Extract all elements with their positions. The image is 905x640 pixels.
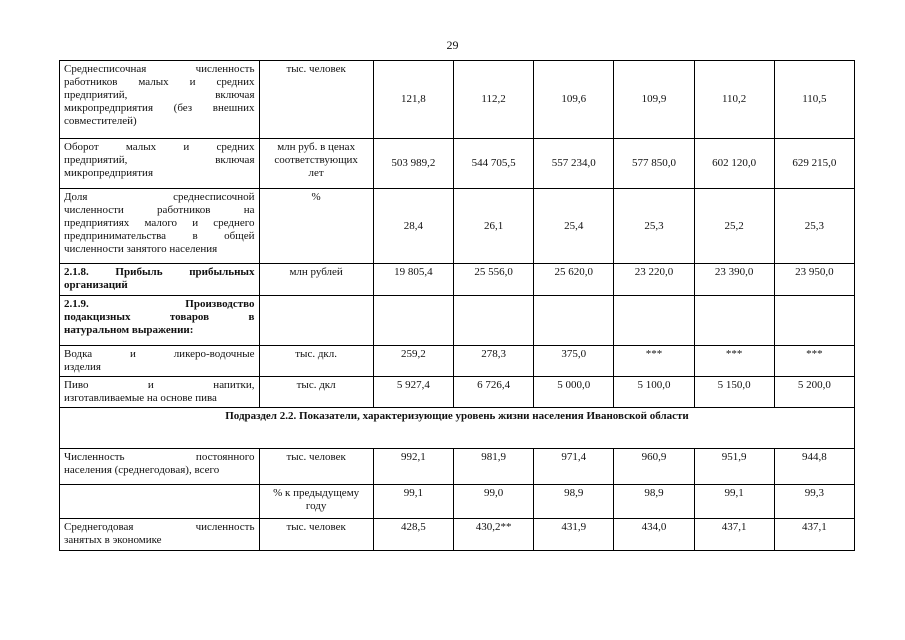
- indicator-name-line: предприятий, включая: [64, 89, 255, 101]
- indicator-name: [60, 485, 260, 519]
- value-cell: 112,2: [453, 61, 533, 139]
- value-cell: 26,1: [453, 189, 533, 264]
- table-body: [60, 61, 855, 551]
- indicator-name-line: Водка и ликеро-водочные: [64, 348, 255, 360]
- value-cell: 375,0: [534, 346, 614, 377]
- unit-line: лет: [308, 167, 324, 179]
- value-cell: [453, 296, 533, 346]
- indicator-name-line: организаций: [64, 279, 128, 291]
- table-row: [60, 519, 855, 551]
- value-cell: 25 556,0: [453, 264, 533, 296]
- unit-cell: [259, 264, 373, 296]
- unit-cell: [259, 61, 373, 139]
- value-cell: 23 220,0: [614, 264, 694, 296]
- unit-line: % к предыдущему: [273, 487, 360, 499]
- value-cell: 25,3: [614, 189, 694, 264]
- indicator-name-line: занятых в экономике: [64, 534, 162, 546]
- table-row: [60, 346, 855, 377]
- value-cell: 434,0: [614, 519, 694, 551]
- unit-cell: [259, 377, 373, 408]
- value-cell: 5 200,0: [774, 377, 854, 408]
- indicator-name-line: работников малых и средних: [64, 76, 255, 88]
- value-cell: 99,0: [453, 485, 533, 519]
- value-cell: 23 390,0: [694, 264, 774, 296]
- indicator-name-line: 2.1.9. Производство: [64, 298, 255, 310]
- value-cell: [373, 296, 453, 346]
- value-cell: [534, 296, 614, 346]
- value-cell: 544 705,5: [453, 139, 533, 189]
- unit-line: соответствующих: [274, 154, 358, 166]
- unit-cell: [259, 189, 373, 264]
- value-cell: 25,4: [534, 189, 614, 264]
- value-cell: 431,9: [534, 519, 614, 551]
- value-cell: ***: [694, 346, 774, 377]
- unit-cell: [259, 485, 373, 519]
- value-cell: 6 726,4: [453, 377, 533, 408]
- indicator-name-line: Пиво и напитки,: [64, 379, 255, 391]
- indicator-name-line: предприятиях малого и среднего: [64, 217, 255, 229]
- value-cell: 110,2: [694, 61, 774, 139]
- value-cell: 98,9: [614, 485, 694, 519]
- value-cell: 25,2: [694, 189, 774, 264]
- value-cell: [614, 296, 694, 346]
- indicator-name: [60, 519, 260, 551]
- indicators-table: [59, 60, 855, 551]
- table-row: [60, 449, 855, 485]
- indicator-name-line: изготавливаемые на основе пива: [64, 392, 217, 404]
- unit-cell: [259, 519, 373, 551]
- value-cell: 25,3: [774, 189, 854, 264]
- value-cell: 5 000,0: [534, 377, 614, 408]
- section-heading: Подраздел 2.2. Показатели, характеризующие уровень жизни населения Ивановской области: [60, 408, 855, 449]
- indicator-name: [60, 264, 260, 296]
- unit-line: тыс. человек: [286, 451, 346, 463]
- table-row: [60, 264, 855, 296]
- indicator-name-line: Численность постоянного: [64, 451, 255, 463]
- value-cell: 25 620,0: [534, 264, 614, 296]
- unit-line: %: [311, 191, 321, 203]
- value-cell: 629 215,0: [774, 139, 854, 189]
- value-cell: 259,2: [373, 346, 453, 377]
- value-cell: 992,1: [373, 449, 453, 485]
- value-cell: ***: [614, 346, 694, 377]
- unit-cell: [259, 449, 373, 485]
- value-cell: 5 927,4: [373, 377, 453, 408]
- value-cell: 23 950,0: [774, 264, 854, 296]
- unit-line: тыс. дкл: [296, 379, 336, 391]
- page-number: 29: [446, 38, 459, 52]
- indicator-name-line: микропредприятия (без внешних: [64, 102, 255, 114]
- indicator-name: [60, 449, 260, 485]
- value-cell: 109,6: [534, 61, 614, 139]
- value-cell: 99,3: [774, 485, 854, 519]
- table-row: [60, 296, 855, 346]
- indicator-name-line: численности работников на: [64, 204, 255, 216]
- indicator-name-line: предпринимательства в общей: [64, 230, 255, 242]
- value-cell: 437,1: [694, 519, 774, 551]
- value-cell: 602 120,0: [694, 139, 774, 189]
- table-row: [60, 408, 855, 449]
- unit-line: млн руб. в ценах: [277, 141, 356, 153]
- value-cell: [694, 296, 774, 346]
- value-cell: 960,9: [614, 449, 694, 485]
- value-cell: 503 989,2: [373, 139, 453, 189]
- indicator-name-line: Оборот малых и средних: [64, 141, 255, 153]
- indicator-name-line: Среднесписочная численность: [64, 63, 255, 75]
- value-cell: 5 150,0: [694, 377, 774, 408]
- unit-line: тыс. человек: [286, 63, 346, 75]
- indicator-name-line: 2.1.8. Прибыль прибыльных: [64, 266, 255, 278]
- indicator-name-line: совместителей): [64, 115, 137, 127]
- value-cell: 981,9: [453, 449, 533, 485]
- value-cell: [774, 296, 854, 346]
- table-row: [60, 485, 855, 519]
- value-cell: 19 805,4: [373, 264, 453, 296]
- value-cell: 110,5: [774, 61, 854, 139]
- value-cell: 121,8: [373, 61, 453, 139]
- unit-cell: [259, 296, 373, 346]
- indicator-name: [60, 346, 260, 377]
- table-row: [60, 377, 855, 408]
- value-cell: 944,8: [774, 449, 854, 485]
- table-row: [60, 139, 855, 189]
- value-cell: 437,1: [774, 519, 854, 551]
- indicator-name-line: изделия: [64, 361, 101, 373]
- indicator-name-line: Среднегодовая численность: [64, 521, 255, 533]
- indicator-name-line: микропредприятия: [64, 167, 153, 179]
- value-cell: 278,3: [453, 346, 533, 377]
- indicator-name-line: населения (среднегодовая), всего: [64, 464, 220, 476]
- value-cell: 577 850,0: [614, 139, 694, 189]
- table-row: [60, 189, 855, 264]
- unit-line: году: [305, 500, 327, 512]
- indicator-name: [60, 296, 260, 346]
- value-cell: 109,9: [614, 61, 694, 139]
- value-cell: 28,4: [373, 189, 453, 264]
- indicator-name: [60, 377, 260, 408]
- indicator-name-line: подакцизных товаров в: [64, 311, 255, 323]
- value-cell: 430,2**: [453, 519, 533, 551]
- value-cell: ***: [774, 346, 854, 377]
- indicator-name-line: предприятий, включая: [64, 154, 255, 166]
- indicator-name: [60, 139, 260, 189]
- unit-line: тыс. дкл.: [295, 348, 338, 360]
- indicator-name-line: Доля среднесписочной: [64, 191, 255, 203]
- table-row: [60, 61, 855, 139]
- unit-cell: [259, 139, 373, 189]
- value-cell: 99,1: [373, 485, 453, 519]
- unit-line: тыс. человек: [286, 521, 346, 533]
- value-cell: 557 234,0: [534, 139, 614, 189]
- indicator-name-line: натуральном выражении:: [64, 324, 194, 336]
- indicator-name: [60, 61, 260, 139]
- value-cell: 99,1: [694, 485, 774, 519]
- indicator-name: [60, 189, 260, 264]
- value-cell: 951,9: [694, 449, 774, 485]
- indicator-name-line: численности занятого населения: [64, 243, 218, 255]
- unit-line: млн рублей: [289, 266, 343, 278]
- value-cell: 5 100,0: [614, 377, 694, 408]
- value-cell: 971,4: [534, 449, 614, 485]
- unit-cell: [259, 346, 373, 377]
- value-cell: 98,9: [534, 485, 614, 519]
- value-cell: 428,5: [373, 519, 453, 551]
